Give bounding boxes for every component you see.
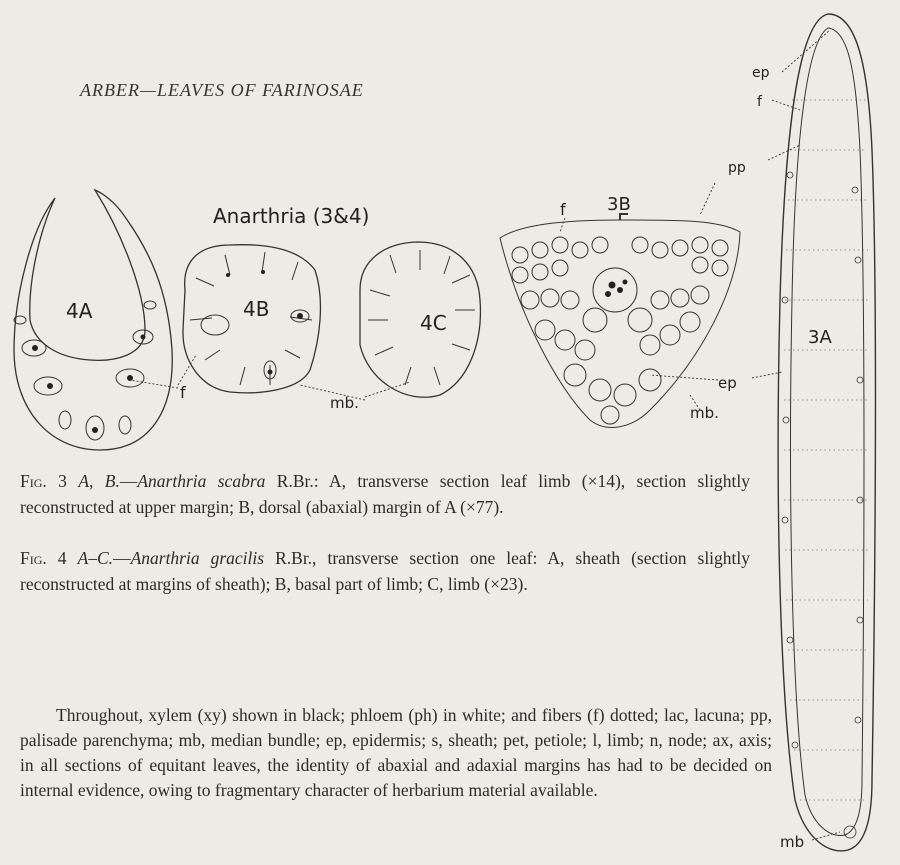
caption3-number: 3 bbox=[58, 471, 67, 491]
running-header: ARBER—LEAVES OF FARINOSAE bbox=[80, 80, 364, 100]
legend-note-text: Throughout, xylem (xy) shown in black; phloem (ph) in white; and fibers (f) dotted; lac, lacuna; pp, palisade parenchyma; mb, median bundle; ep, epidermis; s, sheath; pet, petiole; l, limb; n, node; ax, axis; in all sections of equitant leaves, the identity of abaxial and adaxial margins has had to be decided on internal evidence, owing to fragmentary character of herbarium material available. bbox=[20, 705, 772, 800]
label-3a: 3A bbox=[808, 327, 832, 348]
caption3-authority: R.Br.: bbox=[276, 471, 319, 491]
legend-note bbox=[20, 703, 772, 803]
caption3-text: A, transverse section leaf limb (×14), section slightly reconstructed at upper margin; B, dorsal (abaxial) margin of A (×77). bbox=[20, 471, 751, 517]
caption4-parts: A–C. bbox=[77, 548, 114, 568]
figure-3b-dorsal-margin-detail bbox=[500, 214, 740, 427]
label-mb-3b: mb. bbox=[690, 404, 719, 422]
caption-figure-3: Fig. 3 A, B.—Anarthria scabra R.Br.: A, transverse section leaf limb (×14), section slightly reconstructed at upper margin; B, dorsal (abaxial) margin of A (×77). bbox=[20, 471, 751, 517]
label-4a: 4A bbox=[66, 299, 93, 323]
label-ep-3a: ep bbox=[752, 65, 770, 81]
caption4-fig-abbrev: Fig. bbox=[20, 548, 47, 568]
caption3-fig-abbrev: Fig. bbox=[20, 471, 47, 491]
caption4-species: Anarthria gracilis bbox=[130, 548, 265, 568]
label-pp: pp bbox=[728, 160, 746, 176]
label-4b: 4B bbox=[243, 297, 270, 321]
figure-4a-sheath-section bbox=[14, 190, 172, 450]
label-f-fibers-3b: f bbox=[560, 200, 566, 219]
label-f-fibers: f bbox=[180, 383, 186, 402]
label-ep-3b: ep bbox=[718, 374, 737, 392]
caption4-number: 4 bbox=[57, 548, 67, 568]
caption3-species: Anarthria scabra bbox=[137, 471, 266, 491]
caption3-parts: A, B. bbox=[78, 471, 120, 491]
label-f-3a: f bbox=[757, 94, 762, 110]
caption4-authority: R.Br., bbox=[275, 548, 317, 568]
figure-3a-leaf-limb-section bbox=[778, 14, 875, 851]
label-3b: 3B bbox=[607, 194, 631, 215]
label-mb-4: mb. bbox=[330, 394, 359, 412]
label-mb-3a: mb bbox=[780, 833, 805, 851]
caption4-text: transverse section one leaf: A, sheath (section slightly reconstructed at margins of sheath); B, basal part of limb; C, limb (×23). bbox=[20, 548, 751, 594]
label-4c: 4C bbox=[420, 311, 447, 335]
caption-figure-4: Fig. 4 A–C.—Anarthria gracilis R.Br., transverse section one leaf: A, sheath (section slightly reconstructed at margins of sheath); B, basal part of limb; C, limb (×23). bbox=[20, 548, 751, 594]
anarthria-group-title: Anarthria (3&4) bbox=[213, 204, 370, 228]
